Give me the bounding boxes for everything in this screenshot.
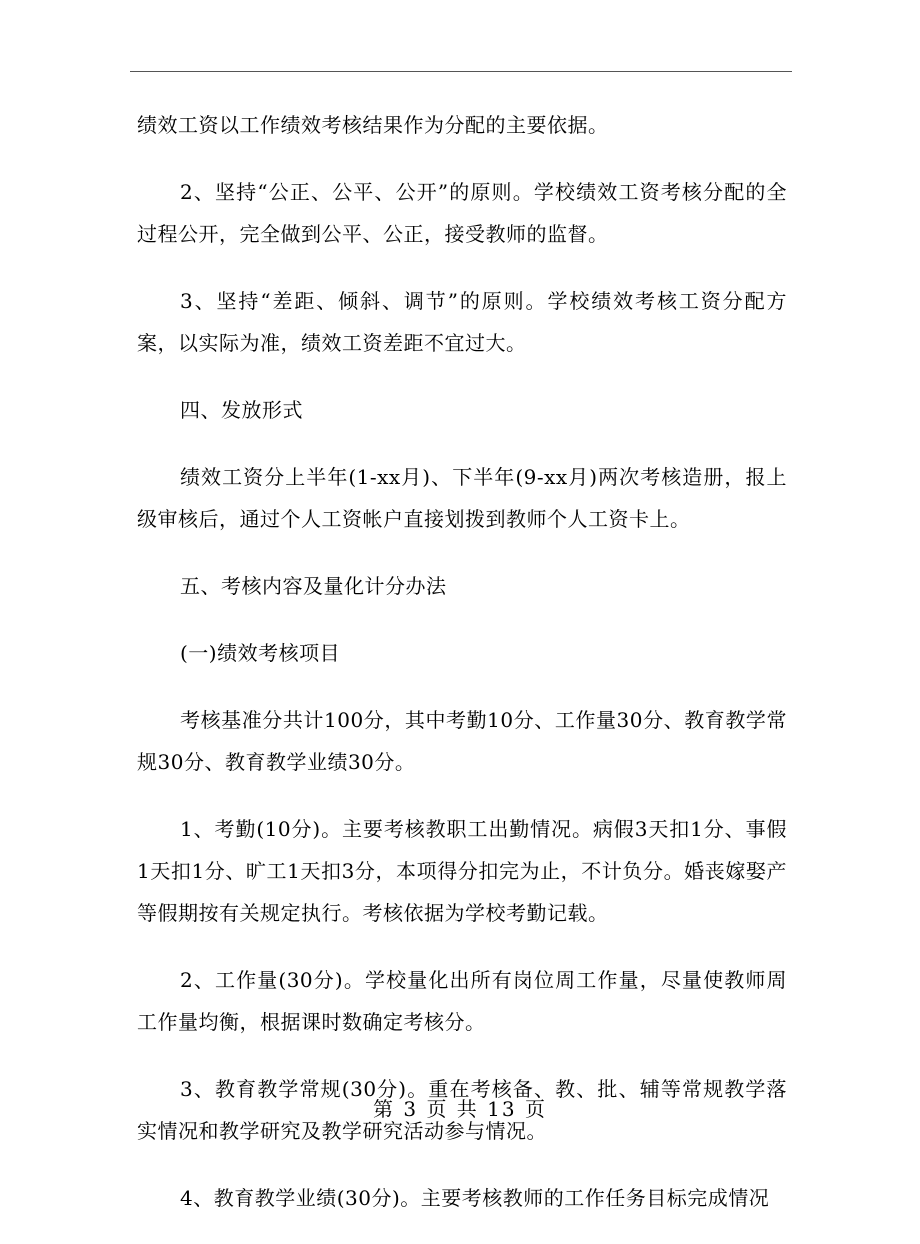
paragraph-8: 考核基准分共计100分，其中考勤10分、工作量30分、教育教学常规30分、教育教学业绩30分。 bbox=[137, 708, 787, 774]
paragraph-2: 2、坚持“公正、公平、公开”的原则。学校绩效工资考核分配的全过程公开，完全做到公平、公正，接受教师的监督。 bbox=[137, 180, 787, 246]
paragraph-10: 2、工作量(30分)。学校量化出所有岗位周工作量，尽量使教师周工作量均衡，根据课时数确定考核分。 bbox=[137, 968, 787, 1034]
section-heading-4: 四、发放形式 bbox=[180, 398, 303, 422]
paragraph-3: 3、坚持“差距、倾斜、调节”的原则。学校绩效考核工资分配方案，以实际为准，绩效工资差距不宜过大。 bbox=[137, 289, 787, 355]
page-number-footer: 第 3 页 共 13 页 bbox=[373, 1097, 547, 1121]
paragraph-1: 绩效工资以工作绩效考核结果作为分配的主要依据。 bbox=[137, 113, 609, 137]
document-body bbox=[137, 104, 787, 1244]
paragraph-12: 4、教育教学业绩(30分)。主要考核教师的工作任务目标完成情况 bbox=[180, 1186, 770, 1210]
header-rule bbox=[130, 71, 792, 72]
paragraph-11: 3、教育教学常规(30分)。重在考核备、教、批、辅等常规教学落实情况和教学研究及教学研究活动参与情况。 bbox=[137, 1077, 787, 1143]
subsection-heading-1: (一)绩效考核项目 bbox=[180, 641, 341, 665]
section-heading-5: 五、考核内容及量化计分办法 bbox=[180, 574, 447, 598]
paragraph-9: 1、考勤(10分)。主要考核教职工出勤情况。病假3天扣1分、事假1天扣1分、旷工1天扣3分，本项得分扣完为止，不计负分。婚丧嫁娶产等假期按有关规定执行。考核依据为学校考勤记载。 bbox=[137, 817, 787, 925]
paragraph-5: 绩效工资分上半年(1-xx月)、下半年(9-xx月)两次考核造册，报上级审核后，通过个人工资帐户直接划拨到教师个人工资卡上。 bbox=[137, 465, 787, 531]
